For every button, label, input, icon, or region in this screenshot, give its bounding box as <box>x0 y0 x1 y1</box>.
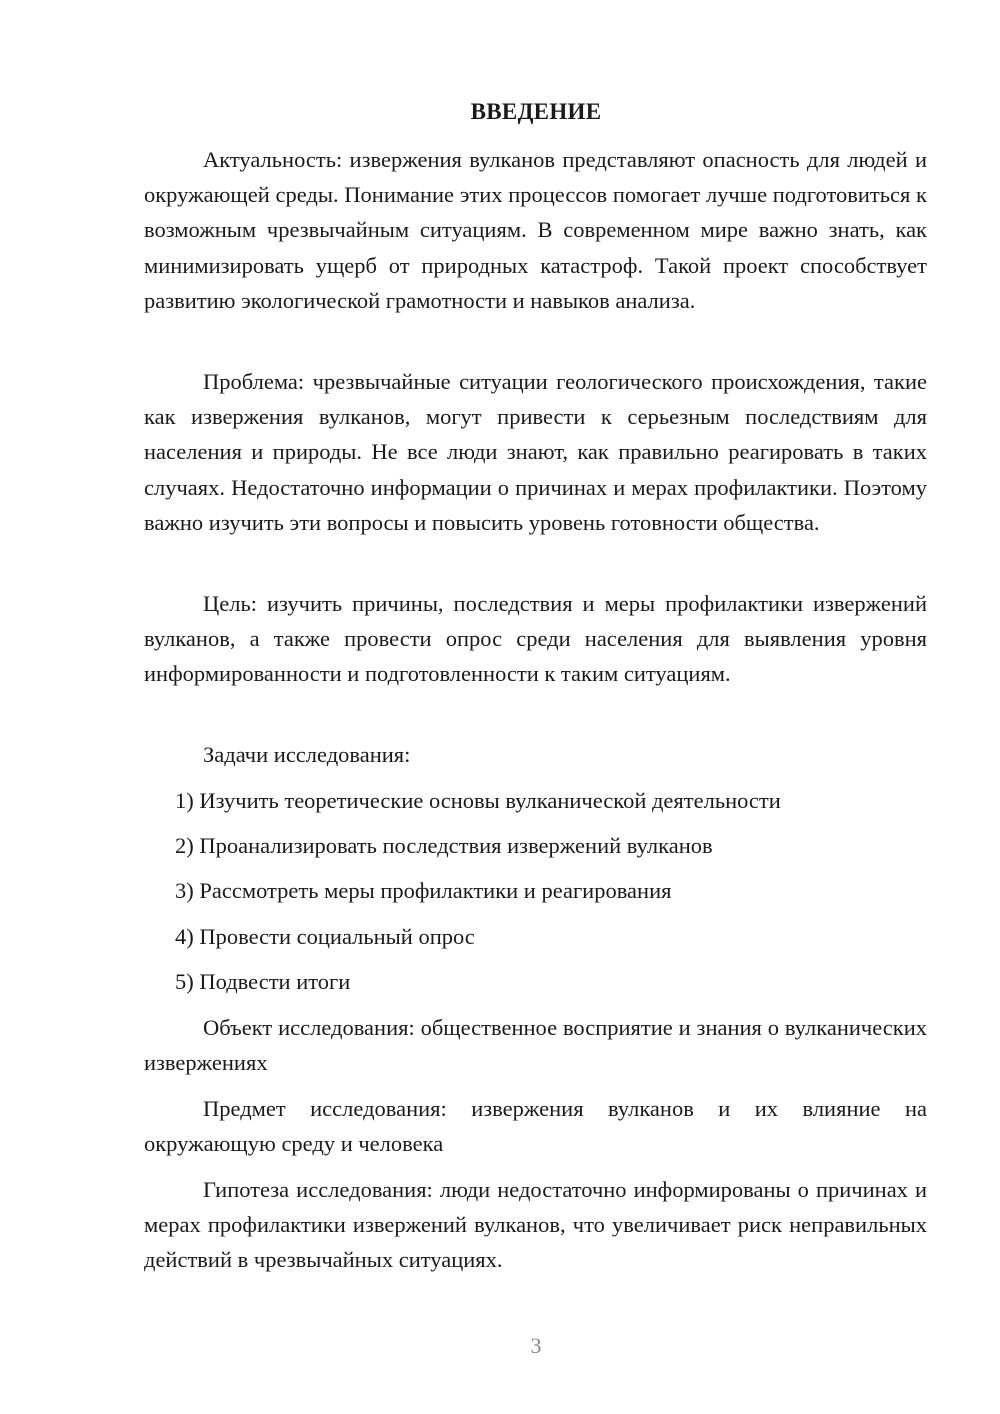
task-item: 4) Провести социальный опрос <box>175 924 475 949</box>
tasks-heading: Задачи исследования: <box>203 742 411 767</box>
task-item: 2) Проанализировать последствия извержений вулканов <box>175 833 713 858</box>
subject-paragraph: Предмет исследования: извержения вулканов и их влияние на окружающую среду и человека <box>144 1096 927 1157</box>
task-item: 5) Подвести итоги <box>175 969 351 994</box>
page-title: ВВЕДЕНИЕ <box>470 99 602 124</box>
object-paragraph: Объект исследования: общественное восприятие и знания о вулканических извержениях <box>144 1015 927 1076</box>
task-item: 3) Рассмотреть меры профилактики и реагирования <box>175 878 672 903</box>
hypothesis-paragraph: Гипотеза исследования: люди недостаточно информированы о причинах и мерах профилактики извержений вулканов, что увеличивает риск неправильных действий в чрезвычайных ситуациях. <box>144 1177 927 1273</box>
relevance-paragraph: Актуальность: извержения вулканов представляют опасность для людей и окружающей среды. Понимание этих процессов помогает лучше подготовиться к возможным чрезвычайным ситуациям. В современном мире важно знать, как минимизировать ущерб от природных катастроф. Такой проект способствует развитию экологической грамотности и навыков анализа. <box>144 147 927 313</box>
task-item: 1) Изучить теоретические основы вулканической деятельности <box>175 788 781 813</box>
page-number: 3 <box>530 1333 542 1358</box>
problem-paragraph: Проблема: чрезвычайные ситуации геологического происхождения, такие как извержения вулканов, могут привести к серьезным последствиям для населения и природы. Не все люди знают, как правильно реагировать в таких случаях. Недостаточно информации о причинах и мерах профилактики. Поэтому важно изучить эти вопросы и повысить уровень готовности общества. <box>144 369 927 535</box>
goal-paragraph: Цель: изучить причины, последствия и меры профилактики извержений вулканов, а также провести опрос среди населения для выявления уровня информированности и подготовленности к таким ситуациям. <box>144 591 927 687</box>
